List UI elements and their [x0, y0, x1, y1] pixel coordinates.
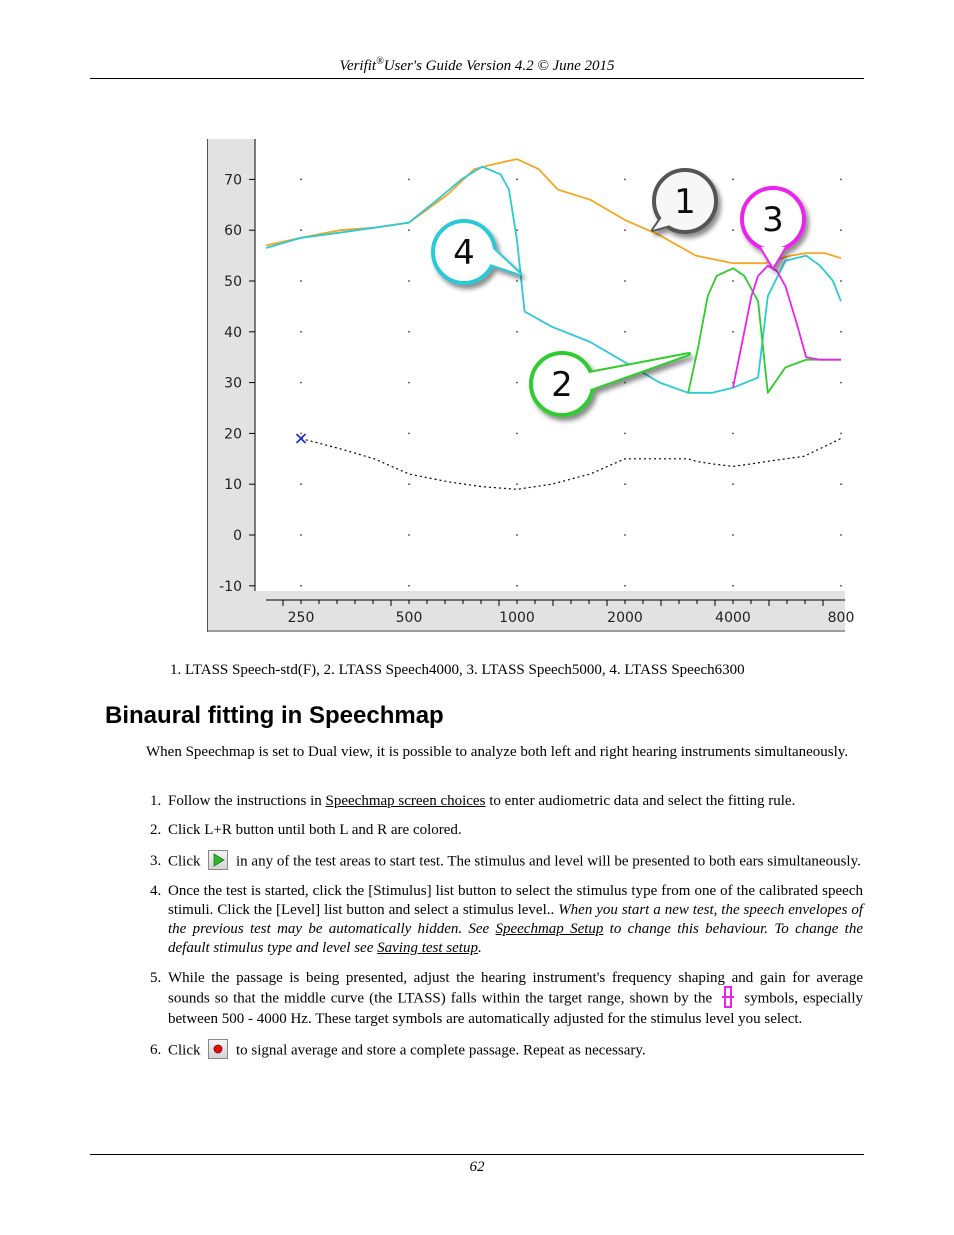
step-italic-text: . — [477, 940, 482, 956]
grid-dot — [300, 280, 302, 282]
x-tick-label: 4000 — [715, 610, 751, 626]
step-2 — [146, 821, 863, 840]
step-text: Click — [168, 853, 201, 870]
grid-dot — [624, 483, 626, 485]
speechmap-chart-svg — [207, 139, 855, 632]
y-tick-label: 60 — [224, 223, 242, 240]
x-tick-label: 1000 — [499, 610, 535, 626]
grid-dot — [624, 229, 626, 231]
grid-dot — [408, 483, 410, 485]
grid-dot — [840, 433, 842, 435]
step-text: Click L+R button until both L and R are colored. — [168, 822, 462, 838]
y-tick-label: 40 — [224, 324, 242, 341]
grid-dot — [516, 534, 518, 536]
grid-dot — [300, 179, 302, 181]
target-symbol-icon — [721, 986, 735, 1008]
registered-mark: ® — [376, 56, 384, 67]
callout-1 — [653, 170, 716, 232]
grid-dot — [300, 229, 302, 231]
grid-dot — [624, 331, 626, 333]
x-tick-label: 800 — [827, 610, 855, 626]
grid-dot — [408, 433, 410, 435]
grid-dot — [624, 382, 626, 384]
step-text: to enter audiometric data and select the fitting rule. — [485, 793, 796, 809]
y-tick-label: 70 — [224, 172, 242, 189]
step-text: Follow the instructions in — [168, 793, 326, 809]
grid-dot — [732, 483, 734, 485]
callout-number: 4 — [453, 233, 475, 273]
grid-dot — [840, 280, 842, 282]
callout-number: 2 — [551, 365, 573, 405]
step-1 — [146, 792, 863, 811]
grid-dot — [408, 331, 410, 333]
grid-dot — [300, 483, 302, 485]
grid-dot — [732, 585, 734, 587]
grid-dot — [516, 331, 518, 333]
link-saving-test-setup[interactable]: Saving test setup — [377, 940, 478, 956]
grid-dot — [732, 331, 734, 333]
grid-dot — [516, 280, 518, 282]
grid-dot — [408, 229, 410, 231]
record-button-icon — [208, 1039, 228, 1059]
step-number: 2. — [150, 822, 162, 838]
step-text: symbols, especially between 500 - 4000 Hz. These target symbols are automatically adjusted for the stimulus level you select. — [168, 990, 864, 1027]
step-4 — [146, 882, 863, 958]
y-tick-label: -10 — [219, 578, 242, 595]
figure-caption: 1. LTASS Speech-std(F), 2. LTASS Speech4000, 3. LTASS Speech5000, 4. LTASS Speech6300 — [170, 662, 745, 678]
grid-dot — [300, 331, 302, 333]
step-text: in any of the test areas to start test. The stimulus and level will be presented to both ears simultaneously. — [236, 853, 861, 870]
header-rule — [90, 78, 864, 79]
link-speechmap-screen-choices[interactable]: Speechmap screen choices — [325, 793, 486, 809]
footer-rule — [90, 1154, 864, 1155]
step-number: 1. — [150, 793, 162, 809]
y-tick-label: 20 — [224, 426, 242, 443]
step-number: 5. — [150, 970, 162, 986]
grid-dot — [408, 179, 410, 181]
grid-dot — [408, 382, 410, 384]
y-tick-label: 10 — [224, 477, 242, 494]
grid-dot — [516, 585, 518, 587]
grid-dot — [408, 280, 410, 282]
step-text: to signal average and store a complete passage. Repeat as necessary. — [236, 1042, 646, 1059]
step-text: Click — [168, 1042, 201, 1059]
link-speechmap-setup[interactable]: Speechmap Setup — [495, 921, 604, 937]
grid-dot — [516, 179, 518, 181]
x-tick-label: 250 — [287, 610, 315, 626]
grid-dot — [840, 585, 842, 587]
grid-dot — [300, 433, 302, 435]
step-text: Once the test is started, click the [Stimulus] list button to select the stimulus type from one of the calibrated speech stimuli. Click the [Level] list button and select a stimulus level.. — [168, 883, 863, 918]
grid-dot — [624, 179, 626, 181]
grid-dot — [300, 585, 302, 587]
y-tick-label: 50 — [224, 274, 242, 290]
grid-dot — [624, 585, 626, 587]
grid-dot — [408, 585, 410, 587]
step-italic-text: When you start a new test, the speech envelopes of the previous test may be automatically hidden. See — [168, 902, 864, 937]
page-number: 62 — [469, 1159, 485, 1175]
grid-dot — [516, 433, 518, 435]
page-header — [90, 56, 864, 75]
speechmap-chart — [207, 139, 855, 632]
step-number: 6. — [150, 1042, 162, 1058]
grid-dot — [516, 382, 518, 384]
grid-dot — [624, 534, 626, 536]
grid-dot — [840, 483, 842, 485]
x-tick-label: 2000 — [607, 610, 643, 626]
grid-dot — [732, 280, 734, 282]
grid-dot — [300, 382, 302, 384]
step-text: While the passage is being presented, adjust the hearing instrument's frequency shaping and gain for average sounds so that the middle curve (the LTASS) falls within the target range, shown by the — [168, 970, 863, 1007]
step-number: 4. — [150, 883, 162, 899]
grid-dot — [300, 534, 302, 536]
callout-number: 1 — [674, 182, 696, 222]
grid-dot — [840, 179, 842, 181]
header-brand: Verifit — [339, 58, 377, 74]
grid-dot — [732, 433, 734, 435]
grid-dot — [840, 382, 842, 384]
step-6 — [146, 1041, 863, 1061]
step-5 — [146, 969, 863, 1029]
x-tick-label: 500 — [395, 610, 423, 626]
y-tick-label: 0 — [233, 528, 242, 544]
step-number: 3. — [150, 853, 162, 869]
grid-dot — [840, 331, 842, 333]
step-italic-text: to change this behaviour. To change the default stimulus type and level see — [168, 921, 863, 956]
callout-number: 3 — [762, 200, 784, 240]
steps-list — [146, 792, 863, 1061]
y-tick-label: 30 — [224, 375, 242, 392]
grid-dot — [624, 433, 626, 435]
section-title: Binaural fitting in Speechmap — [105, 702, 444, 729]
grid-dot — [732, 179, 734, 181]
grid-dot — [516, 483, 518, 485]
grid-dot — [408, 534, 410, 536]
header-text: User's Guide Version 4.2 © June 2015 — [383, 58, 615, 74]
grid-dot — [624, 280, 626, 282]
intro-paragraph: When Speechmap is set to Dual view, it is possible to analyze both left and right hearing instruments simultaneously. — [146, 744, 849, 760]
step-3 — [146, 852, 863, 872]
play-button-icon — [208, 850, 228, 870]
grid-dot — [732, 534, 734, 536]
grid-dot — [840, 534, 842, 536]
grid-dot — [840, 229, 842, 231]
grid-dot — [732, 229, 734, 231]
